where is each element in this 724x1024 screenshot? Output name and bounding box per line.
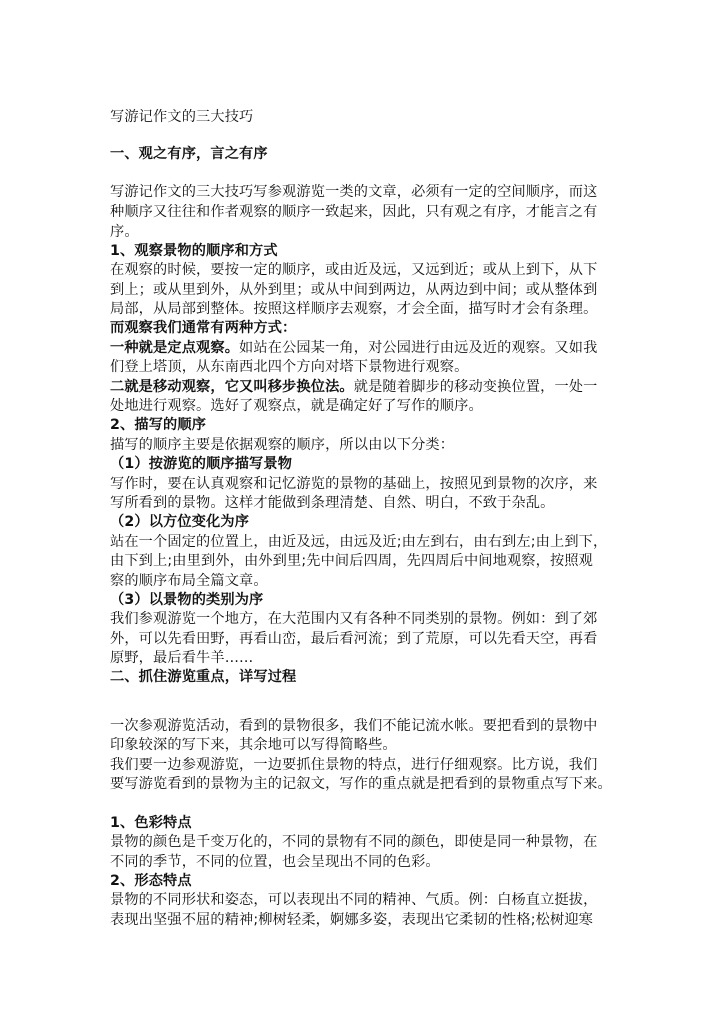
body-text: 我们要一边参观游览，一边要抓住景物的特点，进行仔细观察。比方说，我们 bbox=[110, 757, 598, 773]
text-line bbox=[110, 397, 483, 416]
body-text: 写游记作文的三大技巧写参观游览一类的文章，必须有一定的空间顺序，而这 bbox=[110, 184, 598, 200]
bold-text: 2、描写的顺序 bbox=[110, 417, 207, 433]
text-line bbox=[110, 203, 597, 222]
text-line bbox=[110, 891, 597, 910]
bold-text: （3）以景物的类别为序 bbox=[110, 592, 264, 608]
text-line bbox=[110, 300, 597, 319]
body-text: 表现出坚强不屈的精神;柳树轻柔，婀娜多姿，表现出它柔韧的性格;松树迎寒 bbox=[110, 912, 593, 928]
bold-text: 一种就是定点观察。 bbox=[110, 340, 240, 356]
body-text: 种顺序又往往和作者观察的顺序一致起来，因此，只有观之有序，才能言之有 bbox=[110, 204, 598, 220]
bold-text: 一、观之有序，言之有序 bbox=[110, 146, 268, 162]
text-line bbox=[110, 872, 192, 891]
text-line bbox=[110, 145, 268, 164]
body-text: 写作时，要在认真观察和记忆游览的景物的基础上，按照见到景物的次序，来 bbox=[110, 476, 598, 492]
text-line bbox=[110, 416, 206, 435]
text-line bbox=[110, 183, 597, 202]
body-text: 到上；或从里到外，从外到里；或从中间到两边，从两边到中间；或从整体到 bbox=[110, 282, 598, 298]
bold-text: 2、形态特点 bbox=[110, 873, 192, 889]
text-line bbox=[110, 455, 292, 474]
text-line bbox=[110, 756, 597, 775]
text-line bbox=[110, 281, 597, 300]
body-text: 印象较深的写下来，其余地可以写得简略些。 bbox=[110, 737, 397, 753]
body-text: 景物的不同形状和姿态，可以表现出不同的精神、气质。例：白杨直立挺拔， bbox=[110, 892, 598, 908]
body-text: 描写的顺序主要是依据观察的顺序，所以由以下分类： bbox=[110, 437, 455, 453]
text-line bbox=[110, 572, 268, 591]
bold-text: 1、观察景物的顺序和方式 bbox=[110, 243, 278, 259]
body-text: 在观察的时候，要按一定的顺序，或由近及远，又远到近；或从上到下，从下 bbox=[110, 262, 598, 278]
bold-text: 二就是移动观察，它又叫移步换位法。 bbox=[110, 379, 354, 395]
text-line bbox=[110, 475, 597, 494]
body-text: 原野，最后看牛羊…… bbox=[110, 650, 254, 666]
body-text: 外，可以先看田野，再看山峦，最后看河流；到了荒原，可以先看天空，再看 bbox=[110, 631, 598, 647]
body-text: 序。 bbox=[110, 224, 139, 240]
text-line bbox=[110, 378, 598, 397]
body-text: 一次参观游览活动，看到的景物很多，我们不能记流水帐。要把看到的景物中 bbox=[110, 718, 598, 734]
document-title bbox=[110, 108, 253, 127]
text-line bbox=[110, 494, 554, 513]
body-text: 要写游览看到的景物为主的记叙文，写作的重点就是把看到的景物重点写下来。 bbox=[110, 776, 612, 792]
bold-text: 1、色彩特点 bbox=[110, 815, 192, 831]
body-text: 景物的颜色是千变万化的，不同的景物有不同的颜色，即使是同一种景物，在 bbox=[110, 834, 598, 850]
text-line bbox=[110, 911, 593, 930]
text-line bbox=[110, 223, 139, 242]
text-line bbox=[110, 591, 263, 610]
text-line bbox=[110, 436, 454, 455]
text-line bbox=[110, 736, 397, 755]
body-text: 写所看到的景物。这样才能做到条理清楚、自然、明白，不致于杂乱。 bbox=[110, 495, 555, 511]
text-line bbox=[110, 814, 192, 833]
text-line bbox=[110, 630, 597, 649]
text-line bbox=[110, 853, 440, 872]
body-text: 局部，从局部到整体。按照这样顺序去观察，才会全面，描写时才会有条理。 bbox=[110, 301, 598, 317]
bold-text: （1）按游览的顺序描写景物 bbox=[110, 456, 293, 472]
text-line bbox=[110, 833, 597, 852]
body-text: 们登上塔顶，从东南西北四个方向对塔下景物进行观察。 bbox=[110, 359, 469, 375]
text-line bbox=[110, 717, 597, 736]
text-line bbox=[110, 358, 468, 377]
body-text: 如站在公园某一角，对公园进行由远及近的观察。又如我 bbox=[239, 340, 598, 356]
body-text: 就是随着脚步的移动变换位置，一处一 bbox=[353, 379, 598, 395]
bold-text: 而观察我们通常有两种方式： bbox=[110, 320, 297, 336]
text-line bbox=[110, 339, 598, 358]
text-line bbox=[110, 668, 296, 687]
text-line bbox=[110, 775, 612, 794]
bold-text: （2）以方位变化为序 bbox=[110, 514, 250, 530]
text-line bbox=[110, 242, 278, 261]
body-text: 处地进行观察。选好了观察点，就是确定好了写作的顺序。 bbox=[110, 398, 483, 414]
body-text: 我们参观游览一个地方，在大范围内又有各种不同类别的景物。例如：到了郊 bbox=[110, 611, 598, 627]
body-text: 不同的季节，不同的位置，也会呈现出不同的色彩。 bbox=[110, 854, 440, 870]
body-text: 写游记作文的三大技巧 bbox=[110, 109, 254, 125]
text-line bbox=[110, 513, 249, 532]
text-line bbox=[110, 261, 597, 280]
text-line bbox=[110, 610, 597, 629]
text-line bbox=[110, 649, 253, 668]
body-text: 察的顺序布局全篇文章。 bbox=[110, 573, 268, 589]
text-line bbox=[110, 552, 593, 571]
body-text: 由下到上;由里到外，由外到里;先中间后四周，先四周后中间地观察，按照观 bbox=[110, 553, 593, 569]
body-text: 站在一个固定的位置上，由近及远，由远及近;由左到右，由右到左;由上到下， bbox=[110, 534, 608, 550]
text-line bbox=[110, 319, 296, 338]
text-line bbox=[110, 533, 607, 552]
bold-text: 二、抓住游览重点，详写过程 bbox=[110, 669, 297, 685]
